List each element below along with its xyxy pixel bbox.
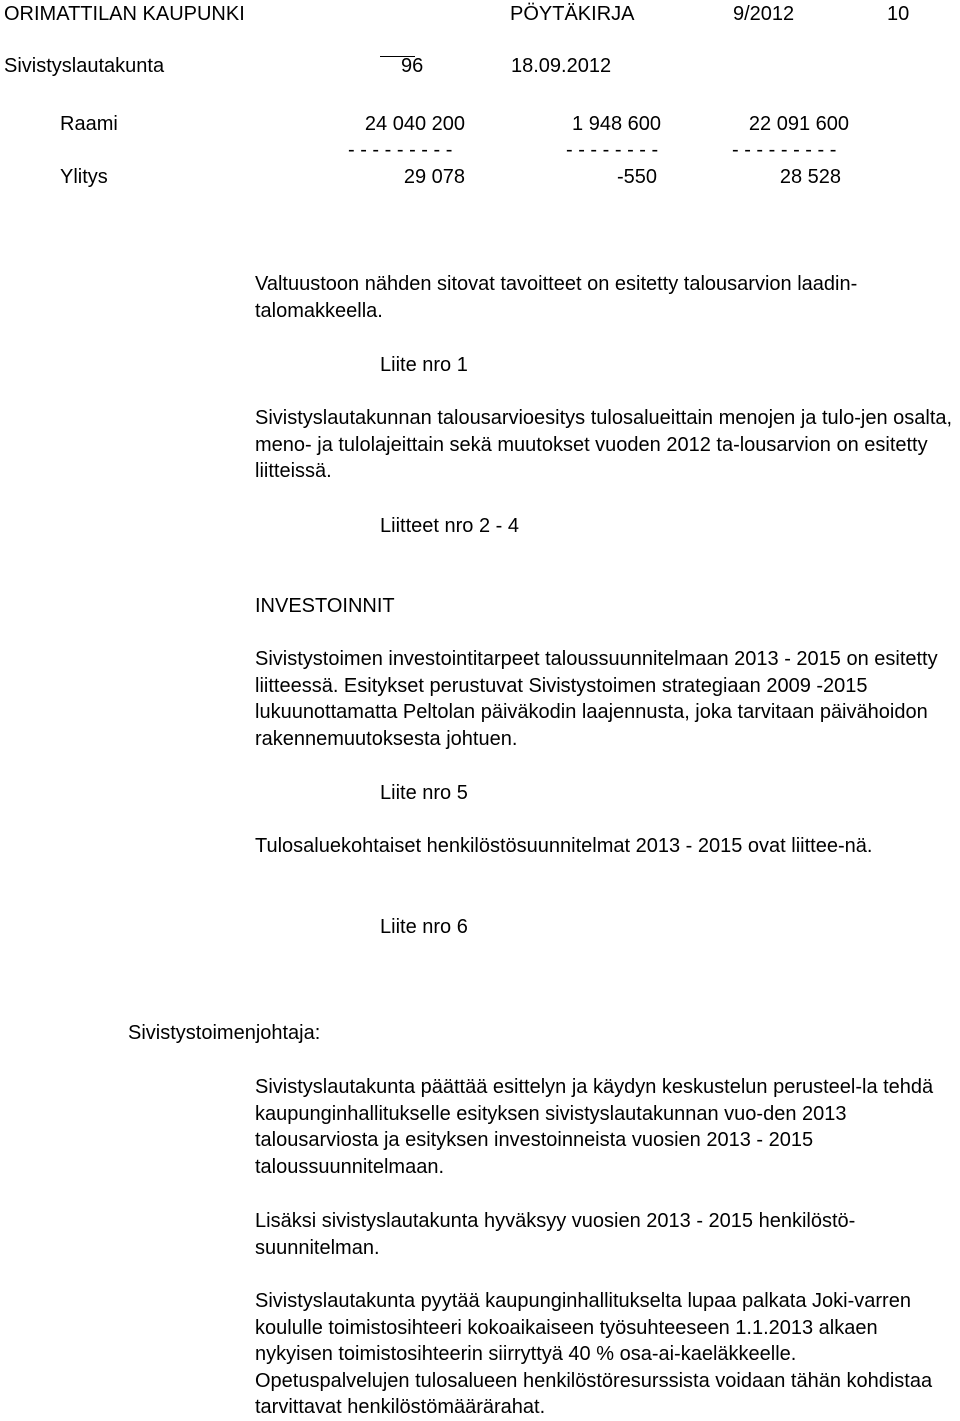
attachment-ref-2-4: Liitteet nro 2 - 4 [380, 515, 519, 537]
row-label-ylitys: Ylitys [60, 166, 108, 188]
ylitys-value-2: -550 [616, 166, 657, 188]
row-label-raami: Raami [60, 113, 118, 135]
ylitys-value-3: 28 528 [779, 166, 841, 188]
separator-3: - - - - - - - - - [732, 139, 837, 161]
attachment-ref-6: Liite nro 6 [380, 916, 468, 938]
paragraph-budget-proposal: Sivistyslautakunnan talousarvioesitys tulosalueittain menojen ja tulo-jen osalta, meno- ja tulolajeittain sekä muutokset vuoden 2012 ta-lousarvion on esitetty liitteissä. [255, 407, 953, 483]
paragraph-investments: Sivistystoimen investointitarpeet taloussuunnitelmaan 2013 - 2015 on esitetty liitteessä. Esitykset perustuvat Sivistystoimen strategiaan 2009 -2015 lukuunottamatta Peltolan päiväkodin laajennusta, joka tarvitaan päivähoidon rakennemuutoksesta johtuen. [255, 648, 938, 750]
proposal-paragraph-1: Sivistyslautakunta päättää esittelyn ja käydyn keskustelun perusteel-la tehdä kaupunginhallitukselle esityksen sivistyslautakunnan vuo-den 2013 talousarviosta ja esityksen investoinneista vuosien 2013 - 2015 taloussuunnitelmaan. [255, 1076, 934, 1178]
paragraph-binding-goals: Valtuustoon nähden sitovat tavoitteet on esitetty talousarvion laadin-talomakkeella. [255, 273, 858, 322]
raami-value-2: 1 948 600 [572, 113, 661, 135]
proposer-label: Sivistystoimenjohtaja: [128, 1022, 321, 1044]
separator-1: - - - - - - - - - [348, 139, 453, 161]
ylitys-value-1: 29 078 [403, 166, 465, 188]
city-name: ORIMATTILAN KAUPUNKI [4, 3, 245, 25]
document-type: PÖYTÄKIRJA [510, 3, 635, 25]
raami-value-3: 22 091 600 [748, 113, 849, 135]
attachment-ref-1: Liite nro 1 [380, 354, 468, 376]
page-number: 10 [887, 3, 910, 25]
meeting-date: 18.09.2012 [511, 55, 612, 77]
attachment-ref-5: Liite nro 5 [380, 782, 468, 804]
proposal-paragraph-2: Lisäksi sivistyslautakunta hyväksyy vuosien 2013 - 2015 henkilöstö-suunnitelman. [255, 1210, 856, 1259]
proposal-paragraph-3: Sivistyslautakunta pyytää kaupunginhallitukselta lupaa palkata Joki-varren koululle toimistosihteeri kokoaikaiseen työsuhteeseen 1.1.2013 alkaen nykyisen toimistosihteerin siirryttyä 40 % osa-ai-kaeläkkeelle. Opetuspalvelujen tulosalueen henkilöstöresurssista voidaan tähän kohdistaa tarvittavat henkilöstömäärärahat. [255, 1290, 933, 1419]
raami-value-1: 24 040 200 [364, 113, 465, 135]
section-heading-investments: INVESTOINNIT [255, 595, 395, 617]
paragraph-staff-plans: Tulosaluekohtaiset henkilöstösuunnitelmat 2013 - 2015 ovat liittee-nä. [255, 835, 873, 857]
separator-2: - - - - - - - - [566, 139, 659, 161]
document-number: 9/2012 [733, 3, 795, 25]
board-name: Sivistyslautakunta [4, 55, 165, 77]
section-number: 96 [401, 55, 424, 77]
